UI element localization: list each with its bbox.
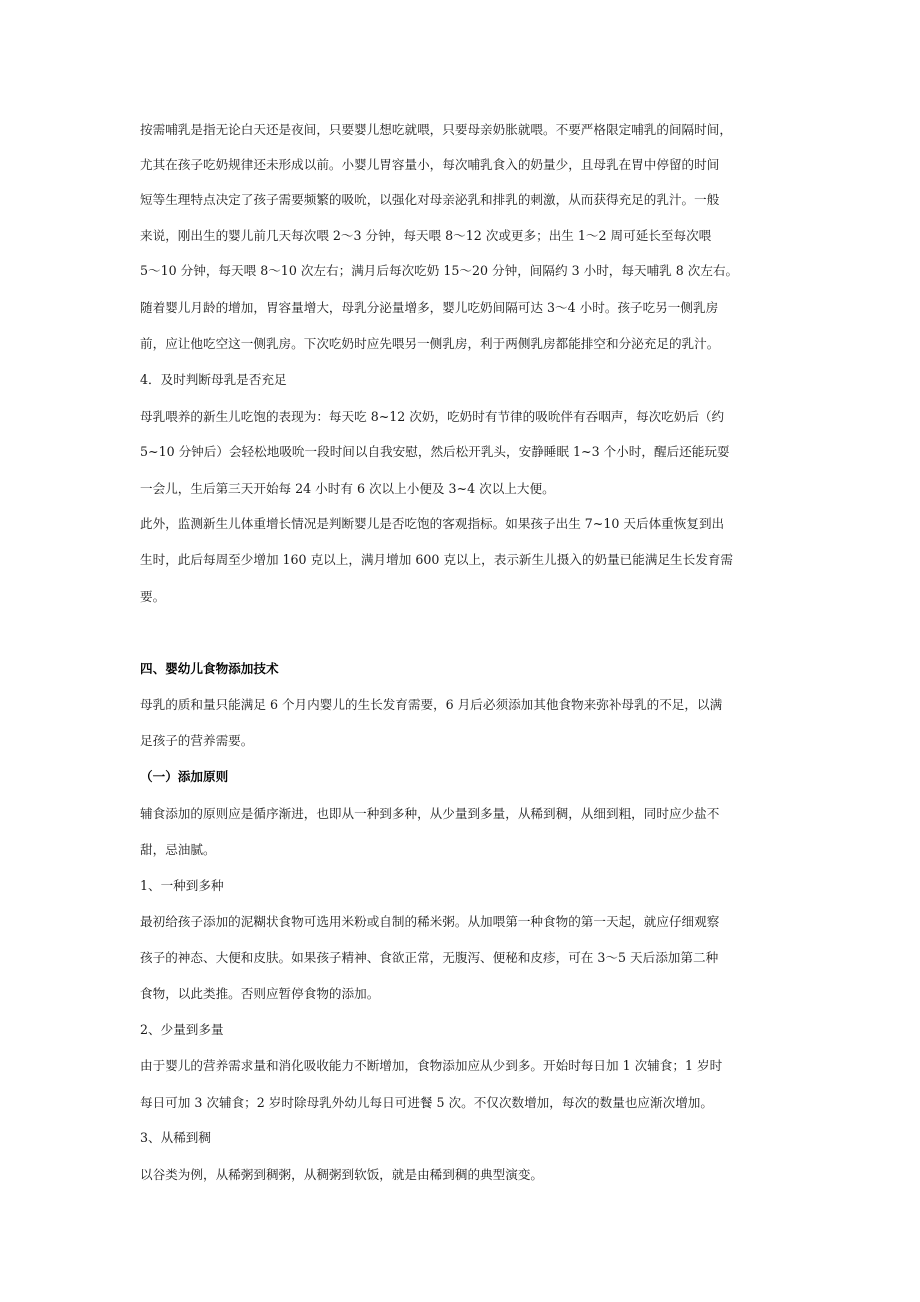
section-heading-4: 4．及时判断母乳是否充足 [140,372,287,387]
chapter-heading: 四、婴幼儿食物添加技术 [140,661,279,676]
paragraph-line: 孩子的神态、大便和皮肤。如果孩子精神、食欲正常，无腹泻、便秘和皮疹，可在 3～5 天后添加第二种 [140,950,719,965]
paragraph-line: 来说，刚出生的婴儿前几天每次喂 2～3 分钟，每天喂 8～12 次或更多；出生 1～2 周可延长至每次喂 [140,228,712,243]
paragraph-line: 短等生理特点决定了孩子需要频繁的吸吮，以强化对母亲泌乳和排乳的刺激，从而获得充足的乳汁。一般 [140,192,720,207]
paragraph-line: 生时，此后每周至少增加 160 克以上，满月增加 600 克以上，表示新生儿摄入的奶量已能满足生长发育需 [140,552,734,567]
paragraph-line: 最初给孩子添加的泥糊状食物可选用米粉或自制的稀米粥。从加喂第一种食物的第一天起，就应仔细观察 [140,914,720,929]
paragraph-line: 5~10 分钟后）会轻松地吸吮一段时间以自我安慰，然后松开乳头，安静睡眠 1~3 个小时，醒后还能玩耍 [140,444,730,459]
paragraph-line: 以谷类为例，从稀粥到稠粥，从稠粥到软饭，就是由稀到稠的典型演变。 [140,1167,543,1182]
paragraph-line: 要。 [140,589,166,604]
paragraph-line: 甜，忌油腻。 [140,842,216,857]
paragraph-line: 按需哺乳是指无论白天还是夜间，只要婴儿想吃就喂，只要母亲奶胀就喂。不要严格限定哺乳的间隔时间， [140,122,732,137]
subsection-heading: （一）添加原则 [140,769,229,784]
paragraph-line: 此外，监测新生儿体重增长情况是判断婴儿是否吃饱的客观指标。如果孩子出生 7~10 天后体重恢复到出 [140,516,725,531]
paragraph-line: 尤其在孩子吃奶规律还未形成以前。小婴儿胃容量小，每次哺乳食入的奶量少，且母乳在胃中停留的时间 [140,157,720,172]
item-heading-1: 1、一种到多种 [140,878,224,893]
item-heading-3: 3、从稀到稠 [140,1130,211,1145]
paragraph-line: 母乳喂养的新生儿吃饱的表现为：每天吃 8~12 次奶，吃奶时有节律的吸吮伴有吞咽声，每次吃奶后（约 [140,409,725,424]
paragraph-line: 5～10 分钟，每天喂 8～10 次左右；满月后每次吃奶 15～20 分钟，间隔约 3 小时，每天哺乳 8 次左右。 [140,263,739,278]
paragraph-line: 每日可加 3 次辅食；2 岁时除母乳外幼儿每日可进餐 5 次。不仅次数增加，每次的数量也应渐次增加。 [140,1095,713,1110]
paragraph-line: 前，应让他吃空这一侧乳房。下次吃奶时应先喂另一侧乳房，利于两侧乳房都能排空和分泌充足的乳汁。 [140,336,720,351]
paragraph-line: 一会儿，生后第三天开始每 24 小时有 6 次以上小便及 3~4 次以上大便。 [140,481,555,496]
item-heading-2: 2、少量到多量 [140,1022,224,1037]
paragraph-line: 足孩子的营养需要。 [140,733,254,748]
paragraph-line: 随着婴儿月龄的增加，胃容量增大，母乳分泌量增多，婴儿吃奶间隔可达 3～4 小时。孩子吃另一侧乳房 [140,300,719,315]
paragraph-line: 母乳的质和量只能满足 6 个月内婴儿的生长发育需要，6 月后必须添加其他食物来弥补母乳的不足，以满 [140,697,723,712]
paragraph-line: 食物，以此类推。否则应暂停食物的添加。 [140,986,380,1001]
paragraph-line: 辅食添加的原则应是循序渐进，也即从一种到多种，从少量到多量，从稀到稠，从细到粗，同时应少盐不 [140,806,720,821]
paragraph-line: 由于婴儿的营养需求量和消化吸收能力不断增加，食物添加应从少到多。开始时每日加 1 次辅食；1 岁时 [140,1058,723,1073]
